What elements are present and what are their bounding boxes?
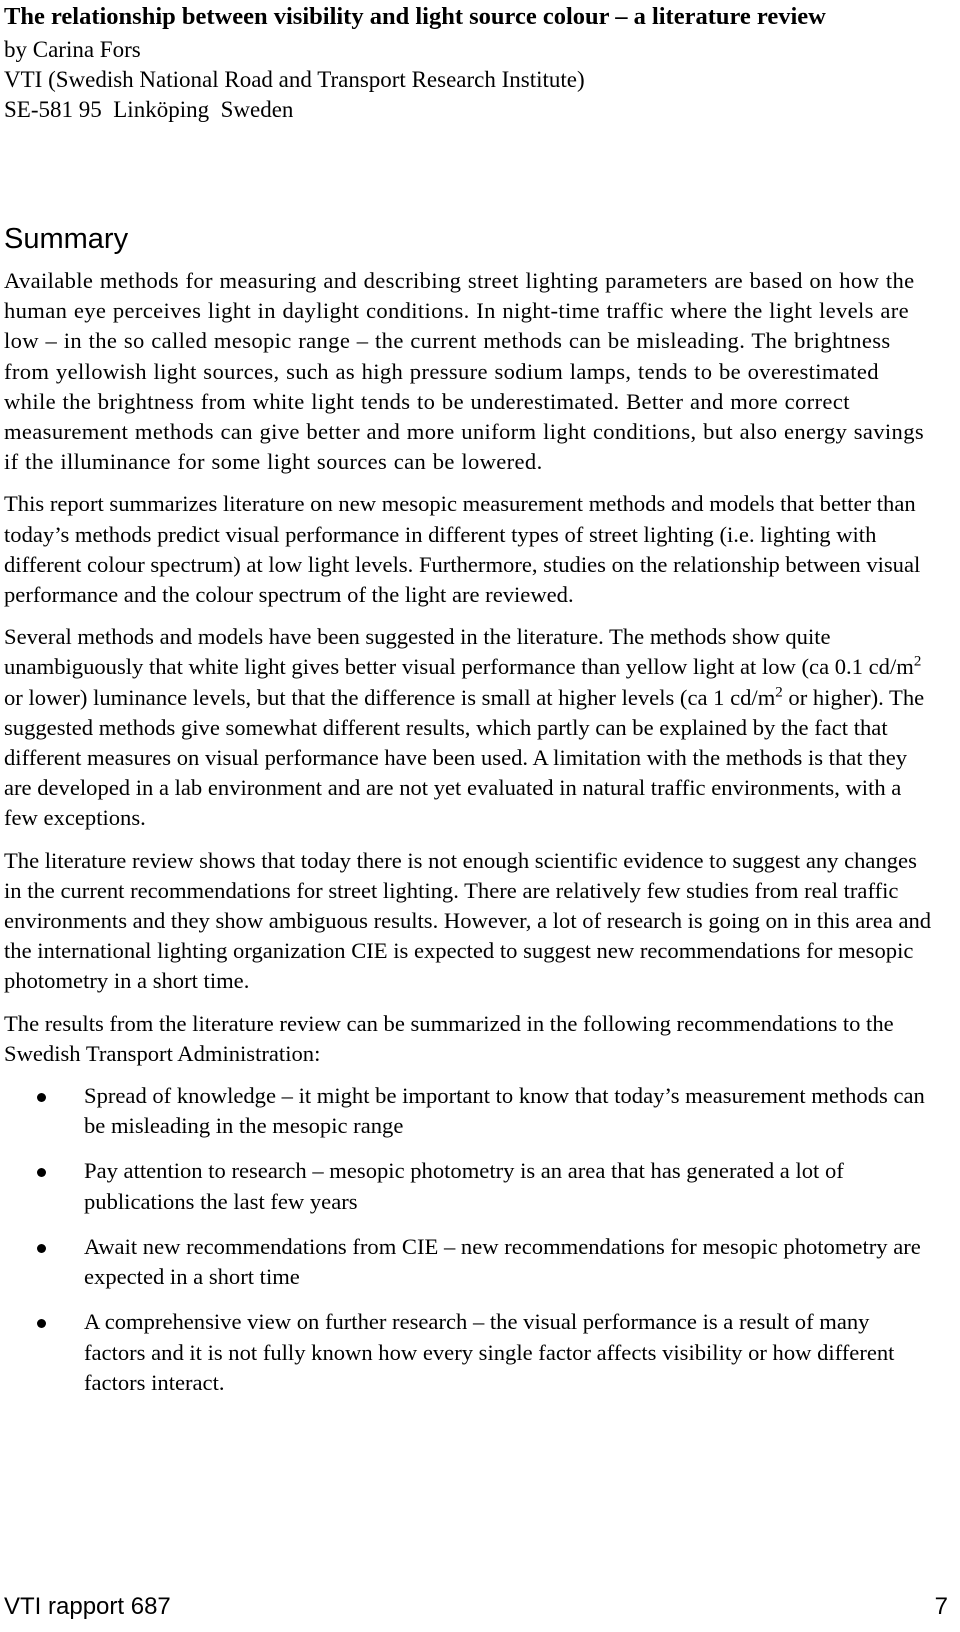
report-label: VTI rapport 687 — [4, 1593, 171, 1620]
page-number: 7 — [934, 1593, 948, 1620]
summary-paragraph-5: The results from the literature review can be summarized in the following recommendations to the Swedish Transport Administration: — [4, 1010, 894, 1066]
author-institute: VTI (Swedish National Road and Transport Research Institute) — [4, 67, 585, 92]
superscript-squared-2: 2 — [775, 684, 783, 701]
bullet-icon — [37, 1319, 46, 1328]
summary-paragraph-3 — [4, 622, 934, 833]
author-address: SE-581 95 Linköping Sweden — [4, 97, 294, 122]
summary-paragraph-4: The literature review shows that today there is not enough scientific evidence to suggest any changes in the current recommendations for street lighting. There are relatively few studies from real traffic environments and they show ambiguous results. However, a lot of research is going on in this area and the international lighting organization CIE is expected to suggest new recommendations for mesopic photometry in a short time. — [4, 847, 932, 994]
summary-paragraph-1: Available methods for measuring and describing street lighting parameters are based on how the human eye perceives light in daylight conditions. In night-time traffic where the light levels are low – in the so called mesopic range – the current methods can be misleading. The brightness from yellowish light sources, such as high pressure sodium lamps, tends to be overestimated while the brightness from white light tends to be underestimated. Better and more correct measurement methods can give better and more uniform light conditions, but also energy savings if the illuminance for some light sources can be lowered. — [4, 268, 924, 475]
list-item — [4, 1232, 934, 1292]
bullet-icon — [37, 1244, 46, 1253]
bullet-icon — [37, 1093, 46, 1102]
superscript-squared-1: 2 — [913, 653, 922, 670]
list-item-text: Spread of knowledge – it might be important to know that today’s measurement methods can be misleading in the mesopic range — [84, 1083, 925, 1139]
paragraph-3-text-a: Several methods and models have been suggested in the literature. The methods show quite unambiguously that white light gives better visual performance than yellow light at low (ca 0.1 cd/m — [4, 624, 914, 680]
list-item-text: A comprehensive view on further research – the visual performance is a result of many factors and it is not fully known how every single factor affects visibility or how different factors interact. — [84, 1309, 895, 1395]
bullet-icon — [37, 1168, 46, 1177]
list-item — [4, 1156, 934, 1216]
list-item-text: Await new recommendations from CIE – new recommendations for mesopic photometry are expected in a short time — [84, 1233, 921, 1290]
summary-paragraph-2: This report summarizes literature on new mesopic measurement methods and models that better than today’s methods predict visual performance in different types of street lighting (i.e. lighting with different colour spectrum) at low light levels. Furthermore, studies on the relationship between visual performance and the colour spectrum of the light are reviewed. — [4, 491, 921, 608]
list-item — [4, 1307, 934, 1398]
recommendations-list — [4, 1081, 934, 1398]
summary-heading: Summary — [4, 223, 129, 255]
author-block — [4, 35, 585, 125]
list-item — [4, 1081, 934, 1141]
author-byline: by Carina Fors — [4, 37, 141, 62]
summary-body — [4, 266, 934, 1413]
list-item-text: Pay attention to research – mesopic photometry is an area that has generated a lot of publications the last few years — [84, 1158, 844, 1214]
paragraph-3-text-b: or lower) luminance levels, but that the difference is small at higher levels (ca 1 cd/m — [4, 684, 776, 710]
paragraph-3-text-c: or higher). The suggested methods give somewhat different results, which partly can be explained by the fact that different measures on visual performance have been used. A limitation with the methods is that they are developed in a lab environment and are not yet evaluated in natural traffic environments, with a few exceptions. — [4, 684, 925, 831]
document-title: The relationship between visibility and light source colour – a literature review — [4, 3, 826, 30]
